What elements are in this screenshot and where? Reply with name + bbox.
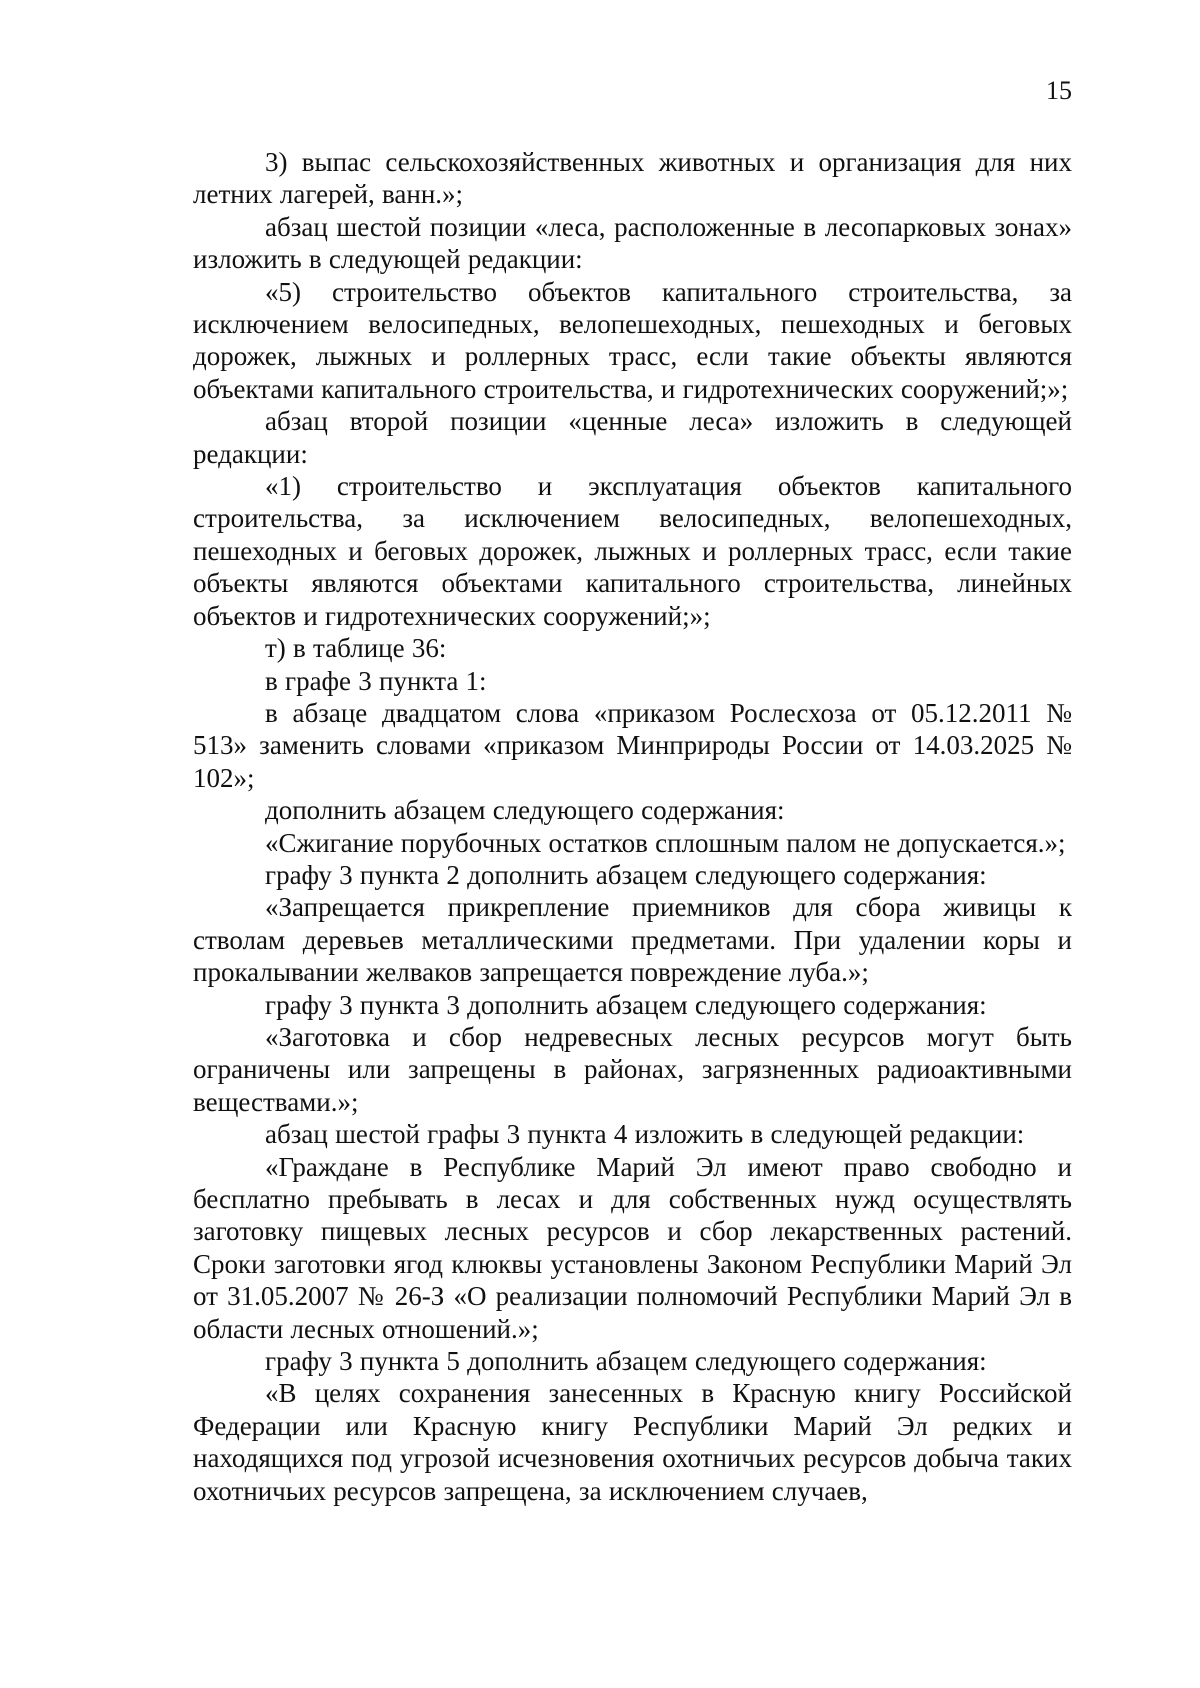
paragraph: абзац шестой позиции «леса, расположенные в лесопарковых зонах» изложить в следующей редакции: — [193, 211, 1072, 275]
paragraph: «Заготовка и сбор недревесных лесных ресурсов могут быть ограничены или запрещены в районах, загрязненных радиоактивными веществами.»; — [193, 1021, 1072, 1117]
paragraph: «В целях сохранения занесенных в Красную книгу Российской Федерации или Красную книгу Республики Марий Эл редких и находящихся под угрозой исчезновения охотничьих ресурсов добыча таких охотничьих ресурсов запрещена, за исключением случаев, — [193, 1378, 1072, 1506]
paragraph: абзац шестой графы 3 пункта 4 изложить в следующей редакции: — [265, 1119, 1025, 1150]
paragraph: в графе 3 пункта 1: — [265, 665, 487, 696]
paragraph: т) в таблице 36: — [265, 633, 447, 664]
paragraph: «5) строительство объектов капитального строительства, за исключением велосипедных, велопешеходных, пешеходных и беговых дорожек, лыжных и роллерных трасс, если такие объекты являются объектами капитального строительства, и гидротехнических сооружений;»; — [193, 276, 1072, 404]
paragraph: «Запрещается прикрепление приемников для сбора живицы к стволам деревьев металлическими предметами. При удалении коры и прокалывании желваков запрещается повреждение луба.»; — [193, 892, 1072, 988]
paragraph: абзац второй позиции «ценные леса» изложить в следующей редакции: — [193, 406, 1072, 469]
paragraph: графу 3 пункта 2 дополнить абзацем следующего содержания: — [265, 859, 987, 890]
paragraph: «1) строительство и эксплуатация объектов капитального строительства, за исключением велосипедных, велопешеходных, пешеходных и беговых дорожек, лыжных и роллерных трасс, если такие объекты являются объектами капитального строительства, линейных объектов и гидротехнических сооружений;»; — [193, 471, 1072, 631]
paragraph: графу 3 пункта 5 дополнить абзацем следующего содержания: — [265, 1346, 987, 1377]
paragraph: в абзаце двадцатом слова «приказом Рослесхоза от 05.12.2011 № 513» заменить словами «приказом Минприроды России от 14.03.2025 № 102»; — [193, 697, 1072, 793]
paragraph: графу 3 пункта 3 дополнить абзацем следующего содержания: — [265, 989, 987, 1020]
paragraph: дополнить абзацем следующего содержания: — [265, 795, 785, 826]
paragraph: 3) выпас сельскохозяйственных животных и организация для них летних лагерей, ванн.»; — [193, 147, 1072, 210]
paragraph: «Сжигание порубочных остатков сплошным палом не допускается.»; — [265, 827, 1066, 858]
document-body — [193, 146, 1072, 1507]
paragraph: «Граждане в Республике Марий Эл имеют право свободно и бесплатно пребывать в лесах и для собственных нужд осуществлять заготовку пищевых лесных ресурсов и сбор лекарственных растений. Сроки заготовки ягод клюквы установлены Законом Республики Марий Эл от 31.05.2007 № 26-З «О реализации полномочий Республики Марий Эл в области лесных отношений.»; — [193, 1151, 1072, 1344]
page-number: 15 — [1046, 76, 1072, 105]
